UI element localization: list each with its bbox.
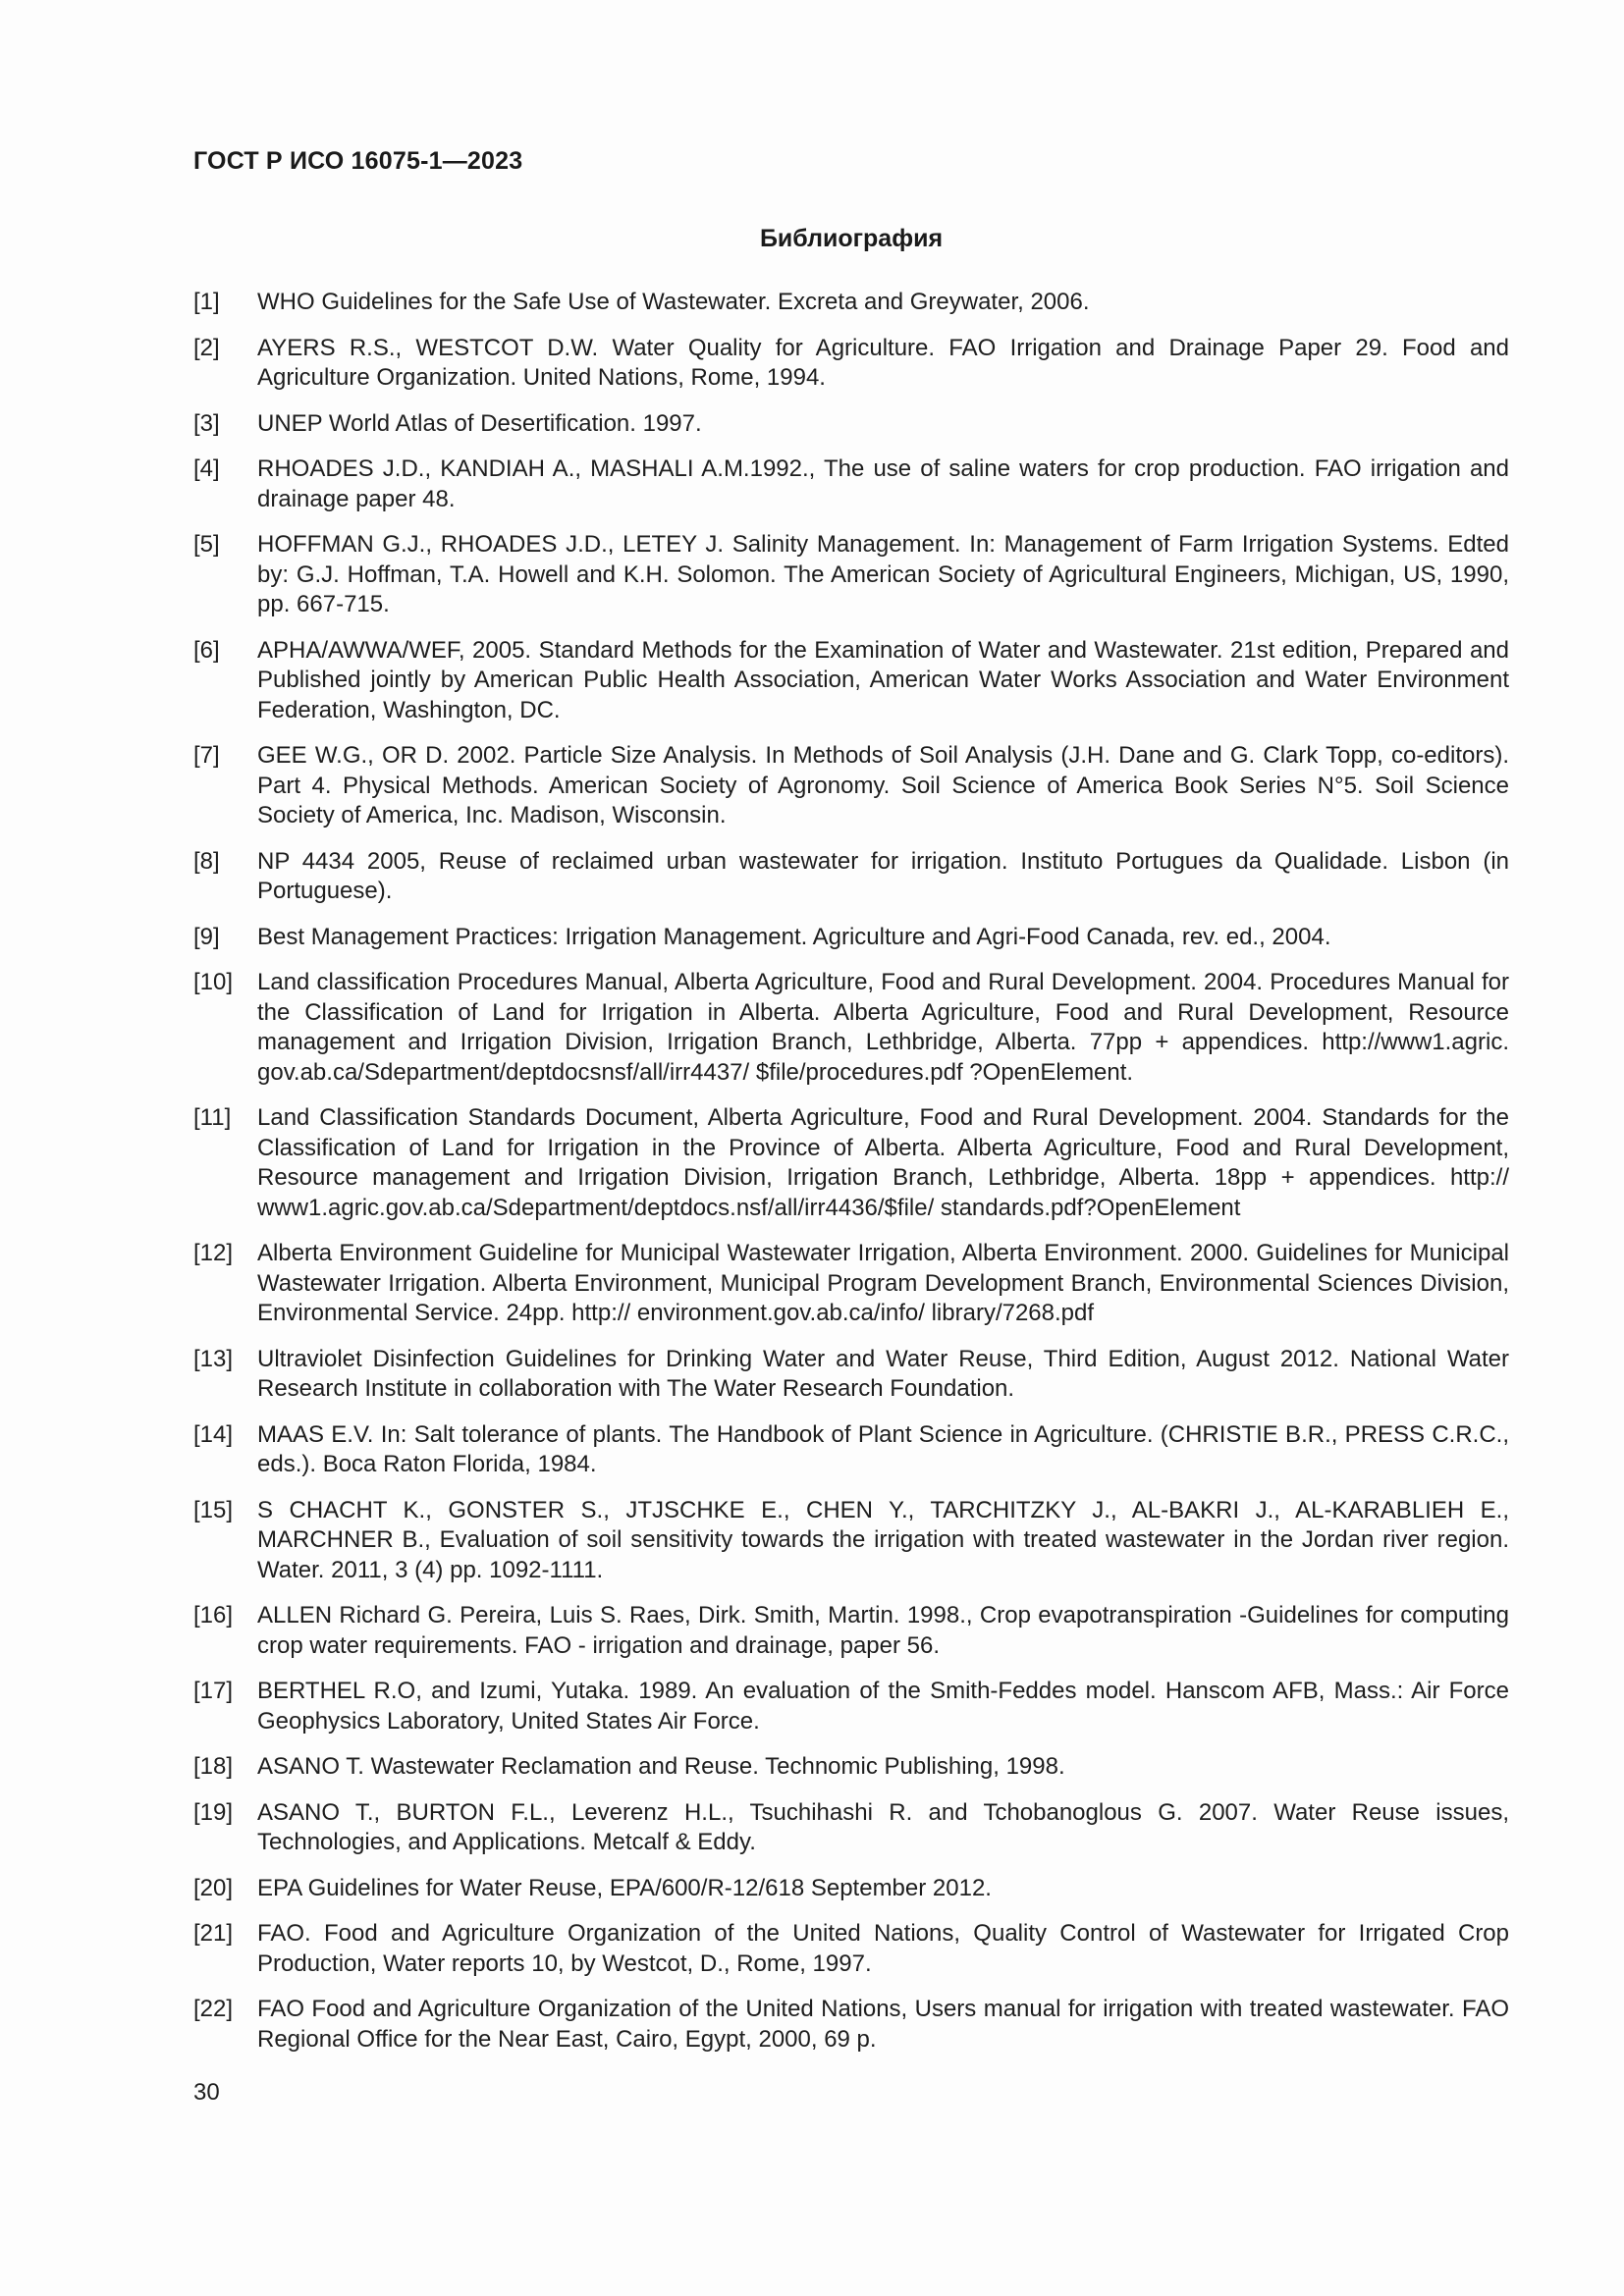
reference-number: [7] (193, 742, 220, 769)
reference-text: FAO. Food and Agriculture Organization of the United Nations, Quality Control of Wastewater for Irrigated Crop Production, Water reports 10, by Westcot, D., Rome, 1997. (257, 1920, 1509, 1977)
bibliography-item-22 (193, 1995, 1509, 2055)
reference-text: FAO Food and Agriculture Organization of the United Nations, Users manual for irrigation with treated wastewater. FAO Regional Office for the Near East, Cairo, Egypt, 2000, 69 p. (257, 1996, 1509, 2053)
reference-number: [15] (193, 1496, 234, 1523)
reference-text: RHOADES J.D., KANDIAH A., MASHALI A.M.1992., The use of saline waters for crop production. FAO irrigation and drainage paper 48. (257, 455, 1509, 512)
reference-number: [11] (193, 1104, 232, 1131)
reference-text: EPA Guidelines for Water Reuse, EPA/600/R-12/618 September 2012. (257, 1874, 992, 1901)
reference-text: Land classification Procedures Manual, Alberta Agriculture, Food and Rural Development. 2004. Procedures Manual for the Classification of Land for Irrigation in Alberta. Alberta Agriculture, Food and Rural Development, Resource management and Irrigation Division, Irrigation Branch, Lethbridge, Alberta. 77pp + appendices. http://www1.agric. gov.ab.ca/Sdepartment/deptdocsnsf/all/irr4437/ $file/procedures.pdf ?OpenElement. (257, 969, 1509, 1086)
reference-text: APHA/AWWA/WEF, 2005. Standard Methods for the Examination of Water and Wastewater. 21st edition, Prepared and Published jointly by American Public Health Association, American Water Works Association and Water Environment Federation, Washington, DC. (257, 636, 1509, 723)
reference-number: [4] (193, 455, 220, 482)
bibliography-item-14 (193, 1420, 1509, 1480)
bibliography-item-21 (193, 1919, 1509, 1979)
bibliography-item-13 (193, 1345, 1509, 1405)
reference-text: MAAS E.V. In: Salt tolerance of plants. The Handbook of Plant Science in Agriculture. (CHRISTIE B.R., PRESS C.R.C., eds.). Boca Raton Florida, 1984. (257, 1420, 1509, 1477)
bibliography-item-17 (193, 1677, 1509, 1736)
reference-text: Land Classification Standards Document, Alberta Agriculture, Food and Rural Development. 2004. Standards for the Classification of Land for Irrigation in the Province of Alberta. Alberta Agriculture, Food and Rural Development, Resource management and Irrigation Division, Irrigation Branch, Lethbridge, Alberta. 18pp + appendices. http:// www1.agric.gov.ab.ca/Sdepartment/deptdocs.nsf/all/irr4436/$file/ standards.pdf?OpenElement (257, 1104, 1509, 1221)
reference-number: [14] (193, 1420, 234, 1448)
reference-number: [19] (193, 1798, 234, 1826)
reference-number: [10] (193, 969, 234, 995)
reference-text: BERTHEL R.O, and Izumi, Yutaka. 1989. An evaluation of the Smith-Feddes model. Hanscom AFB, Mass.: Air Force Geophysics Laboratory, United States Air Force. (257, 1678, 1509, 1735)
reference-number: [17] (193, 1678, 234, 1704)
bibliography-item-10 (193, 968, 1509, 1088)
reference-number: [5] (193, 531, 220, 558)
reference-number: [21] (193, 1920, 234, 1947)
section-title: Библиография (759, 225, 944, 252)
bibliography-item-9 (193, 923, 1509, 953)
bibliography-item-6 (193, 636, 1509, 726)
bibliography-item-8 (193, 847, 1509, 907)
bibliography-item-16 (193, 1601, 1509, 1661)
reference-text: AYERS R.S., WESTCOT D.W. Water Quality for Agriculture. FAO Irrigation and Drainage Paper 29. Food and Agriculture Organization. United Nations, Rome, 1994. (257, 334, 1509, 391)
reference-text: ALLEN Richard G. Pereira, Luis S. Raes, Dirk. Smith, Martin. 1998., Crop evapotranspiration -Guidelines for computing crop water requirements. FAO - irrigation and drainage, paper 56. (257, 1602, 1509, 1659)
bibliography-item-18 (193, 1752, 1509, 1783)
reference-number: [13] (193, 1345, 234, 1372)
bibliography-list (193, 288, 1509, 2070)
bibliography-item-12 (193, 1239, 1509, 1329)
reference-number: [18] (193, 1753, 234, 1780)
reference-number: [9] (193, 923, 220, 950)
reference-text: GEE W.G., OR D. 2002. Particle Size Analysis. In Methods of Soil Analysis (J.H. Dane and G. Clark Topp, co-editors). Part 4. Physical Methods. American Society of Agronomy. Soil Science of America Book Series N°5. Soil Science Society of America, Inc. Madison, Wisconsin. (257, 742, 1509, 828)
bibliography-item-4 (193, 454, 1509, 514)
bibliography-item-7 (193, 741, 1509, 831)
bibliography-item-3 (193, 409, 1509, 440)
reference-number: [20] (193, 1874, 234, 1901)
reference-text: S CHACHT K., GONSTER S., JTJSCHKE E., CHEN Y., TARCHITZKY J., AL-BAKRI J., AL-KARABLIEH E., MARCHNER B., Evaluation of soil sensitivity towards the irrigation with treated wastewater in the Jordan river region. Water. 2011, 3 (4) pp. 1092-1111. (257, 1496, 1509, 1583)
bibliography-item-1 (193, 288, 1509, 318)
bibliography-item-11 (193, 1103, 1509, 1223)
page-number: 30 (193, 2079, 220, 2106)
reference-number: [3] (193, 409, 220, 437)
bibliography-item-19 (193, 1798, 1509, 1858)
bibliography-item-5 (193, 530, 1509, 620)
reference-text: WHO Guidelines for the Safe Use of Wastewater. Excreta and Greywater, 2006. (257, 289, 1090, 315)
reference-number: [2] (193, 334, 220, 361)
reference-text: ASANO T. Wastewater Reclamation and Reuse. Technomic Publishing, 1998. (257, 1753, 1065, 1780)
bibliography-item-20 (193, 1874, 1509, 1904)
document-code-header: ГОСТ Р ИСО 16075-1—2023 (193, 147, 523, 175)
reference-text: Best Management Practices: Irrigation Management. Agriculture and Agri-Food Canada, rev. ed., 2004. (257, 923, 1331, 950)
reference-number: [12] (193, 1240, 234, 1266)
reference-number: [22] (193, 1996, 234, 2022)
bibliography-item-15 (193, 1496, 1509, 1586)
reference-number: [16] (193, 1602, 234, 1629)
reference-text: NP 4434 2005, Reuse of reclaimed urban wastewater for irrigation. Instituto Portugues da Qualidade. Lisbon (in Portuguese). (257, 847, 1509, 904)
bibliography-item-2 (193, 334, 1509, 394)
reference-text: ASANO T., BURTON F.L., Leverenz H.L., Tsuchihashi R. and Tchobanoglous G. 2007. Water Reuse issues, Technologies, and Applications. Metcalf & Eddy. (257, 1798, 1509, 1855)
reference-number: [1] (193, 289, 220, 315)
reference-text: HOFFMAN G.J., RHOADES J.D., LETEY J. Salinity Management. In: Management of Farm Irrigation Systems. Edted by: G.J. Hoffman, T.A. Howell and K.H. Solomon. The American Society of Agricultural Engineers, Michigan, US, 1990, pp. 667-715. (257, 531, 1509, 617)
reference-text: Ultraviolet Disinfection Guidelines for Drinking Water and Water Reuse, Third Edition, August 2012. National Water Research Institute in collaboration with The Water Research Foundation. (257, 1345, 1509, 1402)
reference-number: [8] (193, 847, 220, 875)
reference-text: Alberta Environment Guideline for Municipal Wastewater Irrigation, Alberta Environment. 2000. Guidelines for Municipal Wastewater Irrigation. Alberta Environment, Municipal Program Development Branch, Environmental Sciences Division, Environmental Service. 24pp. http:// environment.gov.ab.ca/info/ library/7268.pdf (257, 1240, 1509, 1326)
reference-number: [6] (193, 636, 220, 664)
reference-text: UNEP World Atlas of Desertification. 1997. (257, 409, 702, 437)
